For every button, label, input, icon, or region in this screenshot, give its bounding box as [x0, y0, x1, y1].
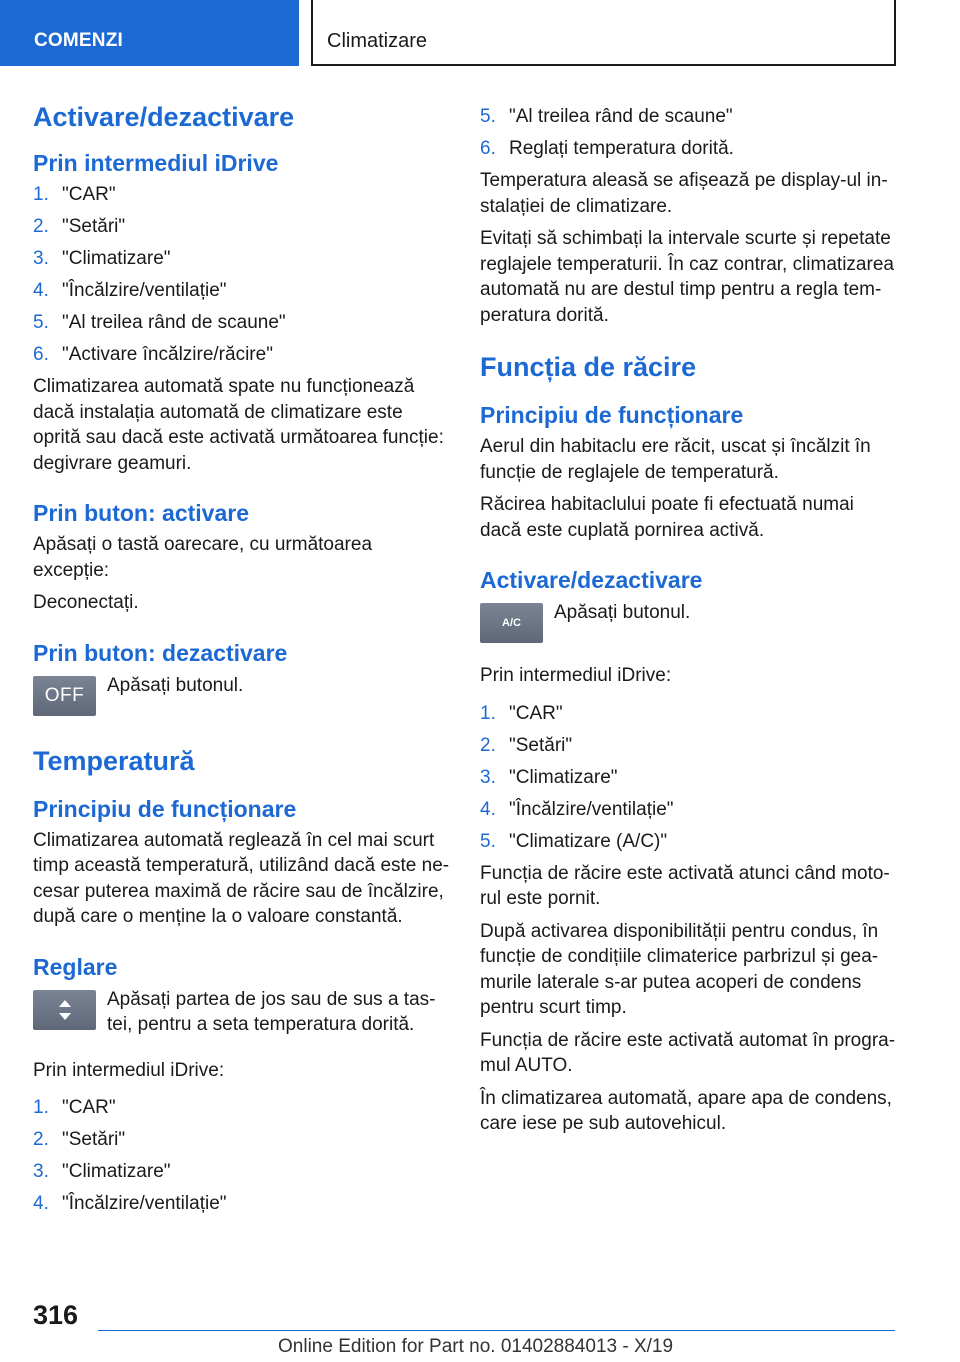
list-item: 6. Reglați temperatura dorită.	[480, 138, 734, 159]
arrow-down-icon	[59, 1013, 71, 1020]
ac-button-icon: A/C	[480, 603, 543, 643]
list-item: 1. "CAR"	[33, 1097, 116, 1118]
off-button-row	[33, 674, 451, 716]
off-button-icon: OFF	[33, 676, 96, 716]
chapter-title: Climatizare	[311, 0, 896, 66]
right-column	[480, 104, 898, 1144]
adjust-steps-continued	[480, 104, 898, 161]
left-column	[33, 100, 451, 1223]
list-item: 2. "Setări"	[33, 216, 126, 237]
list-item: 2. "Setări"	[480, 734, 573, 756]
arrow-up-icon	[59, 1000, 71, 1007]
list-item: 4. "Încălzire/ventilație"	[480, 798, 674, 820]
cooling-paragraph-3: Funcția de răcire este activată atunci când moto-rul este pornit.	[480, 862, 890, 909]
list-item: 2. "Setări"	[33, 1129, 126, 1150]
list-item: 4. "Încălzire/ventilație"	[33, 280, 227, 301]
list-item: 6. "Activare încălzire/răcire"	[33, 344, 273, 365]
off-button-text: Apăsați butonul.	[107, 674, 244, 696]
footer-edition: Online Edition for Part no. 01402884013 - X/19	[278, 1336, 674, 1357]
heading-idrive: Prin intermediul iDrive	[33, 150, 279, 176]
cooling-paragraph-5: Funcția de răcire este activată automat în progra-mul AUTO.	[480, 1029, 896, 1076]
list-item: 3. "Climatizare"	[480, 766, 618, 788]
footer-divider	[98, 1330, 895, 1331]
heading-activation: Activare/dezactivare	[480, 567, 703, 593]
list-item: 3. "Climatizare"	[33, 248, 171, 269]
idrive-steps-list	[33, 182, 451, 367]
temp-warning-text: Evitați să schimbați la intervale scurte și repetate reglajele temperaturii. În caz contrar, climatizarea automată nu are destul timp pentru a regla tem-peratura dorită.	[480, 228, 894, 326]
adjust-steps-list	[33, 1095, 451, 1216]
via-idrive-label: Prin intermediul iDrive:	[480, 665, 672, 686]
heading-principle: Principiu de funcționare	[33, 795, 297, 822]
button-on-exception: Deconectați.	[33, 592, 139, 613]
idrive-note: Climatizarea automată spate nu funcționează dacă instalația automată de climatizare este oprită sau dacă este activată următoarea funcție: degivrare geamuri.	[33, 376, 444, 474]
heading-button-on: Prin buton: activare	[33, 500, 249, 526]
cooling-paragraph-1: Aerul din habitaclu ere răcit, uscat și încălzit în funcție de reglajele de temperatură.	[480, 436, 871, 483]
cooling-paragraph-2: Răcirea habitaclului poate fi efectuată numai dacă este cuplată pornirea activă.	[480, 494, 854, 541]
principle-text: Climatizarea automată reglează în cel mai scurt timp această temperatură, utilizând dacă este ne-cesar puterea maximă de răcire sau de încălzire, după care o menține la o valoare constantă.	[33, 829, 450, 927]
updown-button-row	[33, 988, 451, 1038]
list-item: 3. "Climatizare"	[33, 1161, 171, 1182]
cooling-paragraph-4: După activarea disponibilității pentru condus, în funcție de condițiile climaterice parbrizul și gea-murile laterale s-ar putea acoperi de condens pentru scurt timp.	[480, 920, 879, 1018]
list-item: 5. "Al treilea rând de scaune"	[33, 312, 286, 333]
section-tab: COMENZI	[0, 0, 299, 66]
list-item: 1. "CAR"	[480, 702, 563, 724]
list-item: 5. "Al treilea rând de scaune"	[480, 106, 733, 127]
temperature-updown-icon	[33, 990, 96, 1030]
via-idrive-label: Prin intermediul iDrive:	[33, 1059, 225, 1081]
button-on-text: Apăsați o tastă oarecare, cu următoarea excepție:	[33, 534, 373, 581]
page-number: 316	[33, 1300, 79, 1330]
list-item: 5. "Climatizare (A/C)"	[480, 830, 668, 852]
heading-button-off: Prin buton: dezactivare	[33, 639, 288, 666]
list-item: 4. "Încălzire/ventilație"	[33, 1193, 227, 1214]
cooling-paragraph-6: În climatizarea automată, apare apa de condens, care iese pe sub autovehicul.	[480, 1087, 892, 1134]
heading-activation: Activare/dezactivare	[33, 102, 295, 132]
ac-button-text: Apăsați butonul.	[554, 602, 691, 623]
list-item: 1. "CAR"	[33, 184, 116, 205]
heading-principle: Principiu de funcționare	[480, 402, 744, 428]
cooling-steps-list	[480, 701, 898, 854]
heading-cooling: Funcția de răcire	[480, 352, 697, 382]
page-header	[0, 0, 960, 66]
ac-button-row	[480, 601, 898, 643]
temp-display-text: Temperatura aleasă se afișează pe display-ul in-stalației de climatizare.	[480, 170, 888, 217]
heading-temperature: Temperatură	[33, 745, 195, 776]
heading-adjust: Reglare	[33, 953, 118, 980]
adjust-text: Apăsați partea de jos sau de sus a tas-tei, pentru a seta temperatura dorită.	[107, 988, 436, 1035]
